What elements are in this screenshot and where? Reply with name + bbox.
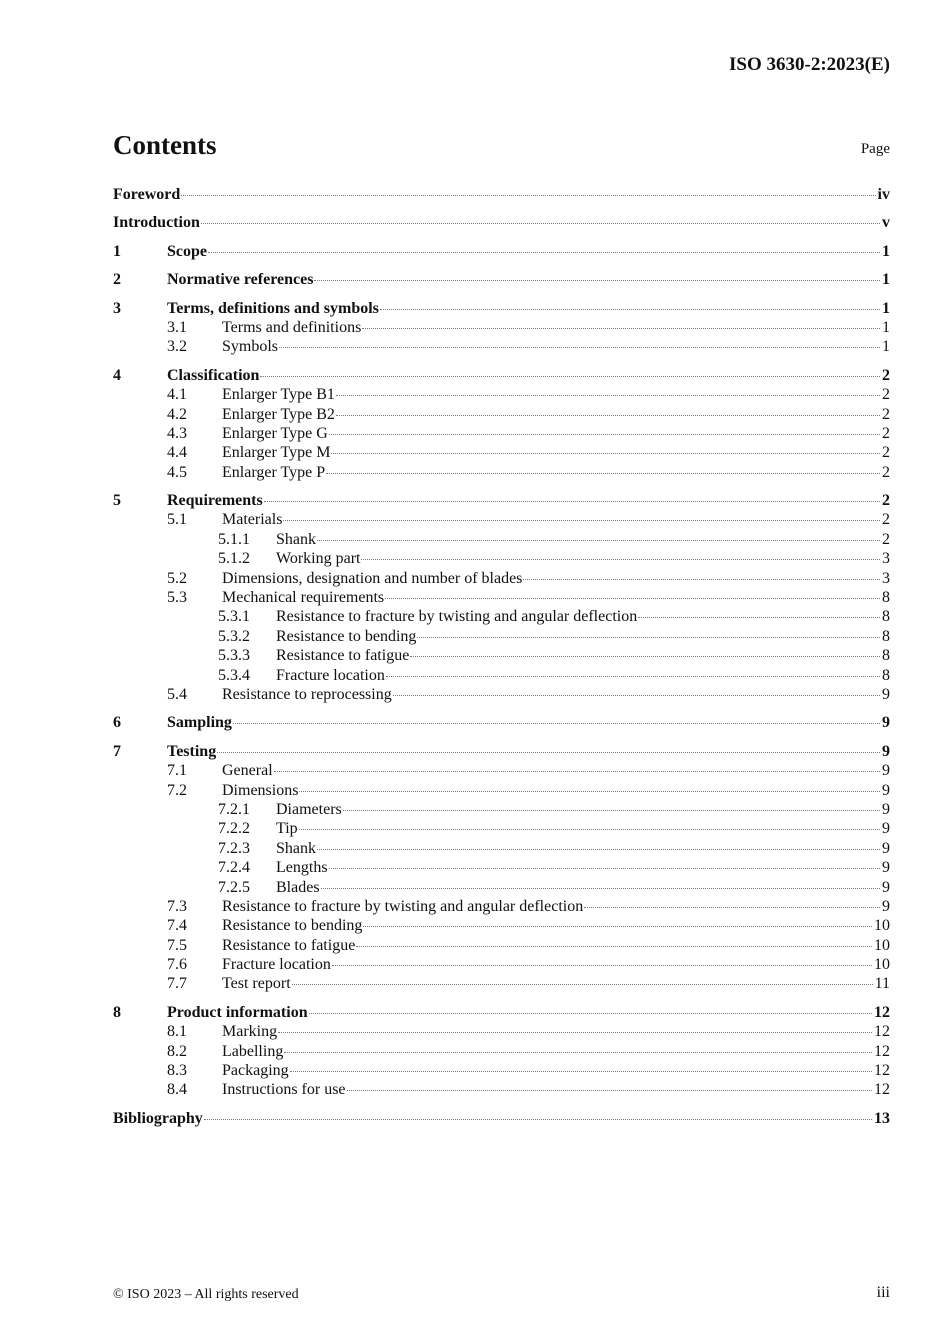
toc-entry-page: 9 [882, 685, 890, 703]
toc-entry-title: Terms and definitions [222, 318, 362, 336]
toc-entry-title: Enlarger Type P [222, 463, 326, 481]
toc-entry[interactable] [113, 819, 890, 838]
toc-entry-page: 2 [882, 492, 890, 510]
dot-leader [264, 501, 880, 502]
toc-entry-title: General [222, 762, 273, 780]
toc-entry-title: Materials [222, 511, 283, 529]
toc-entry-number: 4.4 [167, 444, 187, 462]
toc-entry[interactable] [113, 974, 890, 993]
toc-entry-page: 1 [882, 318, 890, 336]
toc-entry-number: 4.5 [167, 463, 187, 481]
toc-entry-number: 5.3.1 [218, 608, 250, 626]
toc-entry[interactable] [113, 463, 890, 482]
toc-entry-title: Resistance to bending [276, 627, 417, 645]
toc-entry-page: 12 [874, 1081, 890, 1099]
toc-entry-title: Symbols [222, 338, 279, 356]
toc-entry-number: 3.2 [167, 338, 187, 356]
dot-leader [317, 849, 880, 850]
dot-leader [393, 695, 880, 696]
toc-entry[interactable] [113, 878, 890, 897]
toc-entry-number: 5 [113, 492, 121, 510]
dot-leader [584, 907, 880, 908]
dot-leader [380, 309, 880, 310]
toc-entry-title: Resistance to bending [222, 917, 363, 935]
toc-entry-title: Classification [167, 366, 260, 384]
toc-entry-number: 4.1 [167, 386, 187, 404]
toc-entry-title: Terms, definitions and symbols [167, 299, 379, 317]
dot-leader [329, 434, 880, 435]
toc-entry-number: 5.4 [167, 685, 187, 703]
toc-entry-number: 8.3 [167, 1062, 187, 1080]
toc-entry-page: 10 [874, 956, 890, 974]
dot-leader [417, 637, 880, 638]
toc-entry-title: Enlarger Type B2 [222, 405, 335, 423]
toc-entry-title: Labelling [222, 1042, 284, 1060]
toc-entry-number: 8 [113, 1003, 121, 1021]
dot-leader [314, 280, 880, 281]
toc-entry[interactable] [113, 627, 890, 646]
toc-entry-page: 2 [882, 386, 890, 404]
toc-entry-number: 4.2 [167, 405, 187, 423]
toc-entry[interactable] [113, 1080, 890, 1099]
toc-entry-title: Product information [167, 1003, 308, 1021]
toc-entry-page: 9 [882, 878, 890, 896]
toc-entry-page: 9 [882, 781, 890, 799]
toc-entry-number: 3 [113, 299, 121, 317]
toc-entry-title: Normative references [167, 271, 314, 289]
dot-leader [385, 598, 880, 599]
dot-leader [523, 579, 880, 580]
toc-entry-page: 9 [882, 762, 890, 780]
toc-entry[interactable] [113, 713, 890, 732]
toc-entry-title: Dimensions, designation and number of blades [222, 569, 523, 587]
toc-entry[interactable] [113, 491, 890, 510]
toc-entry-page: 8 [882, 666, 890, 684]
toc-entry-page: 9 [882, 839, 890, 857]
page-number: iii [876, 1284, 890, 1301]
toc-entry-number: 7.2 [167, 781, 187, 799]
toc-entry-title: Instructions for use [222, 1081, 346, 1099]
toc-entry-page: 9 [882, 897, 890, 915]
toc-entry[interactable] [113, 1022, 890, 1041]
toc-entry-page: 10 [874, 917, 890, 935]
toc-entry[interactable] [113, 916, 890, 935]
dot-leader [201, 223, 880, 224]
toc-entry-page: 9 [882, 742, 890, 760]
toc-entry-title: Shank [276, 839, 316, 857]
toc-entry[interactable] [113, 510, 890, 529]
toc-entry-title: Dimensions [222, 781, 299, 799]
toc-entry-page: 13 [874, 1109, 890, 1127]
toc-entry[interactable] [113, 781, 890, 800]
toc-entry-number: 8.4 [167, 1081, 187, 1099]
toc-entry[interactable] [113, 742, 890, 761]
toc-entry[interactable] [113, 1042, 890, 1061]
toc-entry-page: 11 [874, 975, 890, 993]
toc-entry[interactable] [113, 405, 890, 424]
toc-entry-title: Requirements [167, 492, 263, 510]
dot-leader [299, 791, 880, 792]
dot-leader [283, 520, 880, 521]
toc-entry-page: 9 [882, 800, 890, 818]
toc-entry-number: 7.5 [167, 936, 187, 954]
toc-entry-page: 2 [882, 511, 890, 529]
toc-entry[interactable] [113, 588, 890, 607]
toc-entry-title: Resistance to reprocessing [222, 685, 392, 703]
toc-entry-number: 2 [113, 271, 121, 289]
toc-entry-number: 5.3.4 [218, 666, 250, 684]
dot-leader [336, 415, 880, 416]
dot-leader [208, 252, 880, 253]
dot-leader [284, 1052, 872, 1053]
dot-leader [638, 617, 880, 618]
toc-entry[interactable] [113, 646, 890, 665]
toc-entry[interactable] [113, 213, 890, 232]
toc-entry-page: 8 [882, 647, 890, 665]
dot-leader [363, 926, 872, 927]
dot-leader [309, 1013, 872, 1014]
dot-leader [290, 1071, 872, 1072]
toc-entry[interactable] [113, 685, 890, 704]
dot-leader [278, 1032, 872, 1033]
toc-entry-title: Marking [222, 1023, 278, 1041]
toc-entry[interactable] [113, 337, 890, 356]
toc-entry[interactable] [113, 761, 890, 780]
dot-leader [233, 723, 880, 724]
dot-leader [332, 965, 872, 966]
toc-entry-page: 9 [882, 859, 890, 877]
toc-entry-number: 5.1.1 [218, 530, 250, 548]
toc-entry[interactable] [113, 607, 890, 626]
toc-entry-number: 7.7 [167, 975, 187, 993]
toc-entry-page: v [882, 214, 890, 232]
dot-leader [204, 1119, 872, 1120]
toc-entry-number: 7.2.1 [218, 800, 250, 818]
toc-entry-title: Resistance to fatigue [276, 647, 410, 665]
toc-entry-title: Tip [276, 820, 298, 838]
toc-entry-title: Sampling [167, 714, 232, 732]
toc-entry-number: 8.1 [167, 1023, 187, 1041]
toc-entry-title: Enlarger Type G [222, 424, 328, 442]
toc-entry-title: Testing [167, 742, 217, 760]
dot-leader [299, 829, 880, 830]
toc-entry-title: Resistance to fracture by twisting and angular deflection [276, 608, 638, 626]
dot-leader [317, 540, 880, 541]
toc-entry[interactable] [113, 1061, 890, 1080]
toc-entry-page: 8 [882, 608, 890, 626]
toc-entry-number: 7.2.2 [218, 820, 250, 838]
toc-entry-page: 1 [882, 299, 890, 317]
table-of-contents [113, 185, 890, 1128]
toc-entry-number: 5.2 [167, 569, 187, 587]
toc-entry-page: 1 [882, 271, 890, 289]
toc-entry-title: Scope [167, 242, 207, 260]
dot-leader [329, 868, 880, 869]
toc-entry-page: 1 [882, 338, 890, 356]
toc-entry[interactable] [113, 299, 890, 318]
toc-entry[interactable] [113, 666, 890, 685]
toc-entry-number: 4.3 [167, 424, 187, 442]
toc-entry-title: Enlarger Type M [222, 444, 331, 462]
dot-leader [260, 376, 880, 377]
toc-entry-number: 7.2.4 [218, 859, 250, 877]
toc-entry-page: 3 [882, 550, 890, 568]
dot-leader [356, 946, 872, 947]
toc-entry-page: 8 [882, 627, 890, 645]
toc-entry-number: 5.1.2 [218, 550, 250, 568]
toc-entry[interactable] [113, 858, 890, 877]
toc-entry[interactable] [113, 800, 890, 819]
toc-entry-number: 7 [113, 742, 121, 760]
toc-entry[interactable] [113, 839, 890, 858]
dot-leader [181, 195, 875, 196]
dot-leader [362, 328, 880, 329]
toc-entry-number: 4 [113, 366, 121, 384]
toc-entry-page: 2 [882, 424, 890, 442]
toc-entry-number: 7.2.3 [218, 839, 250, 857]
toc-entry-number: 7.1 [167, 762, 187, 780]
toc-entry-title: Diameters [276, 800, 342, 818]
toc-entry-title: Enlarger Type B1 [222, 386, 335, 404]
toc-entry-title: Working part [276, 550, 361, 568]
toc-entry[interactable] [113, 366, 890, 385]
toc-entry-number: 5.3 [167, 589, 187, 607]
toc-entry-number: 7.4 [167, 917, 187, 935]
dot-leader [331, 453, 880, 454]
toc-entry-title: Packaging [222, 1062, 289, 1080]
toc-entry-page: 2 [882, 366, 890, 384]
page-title: Contents [113, 130, 217, 160]
dot-leader [410, 656, 880, 657]
toc-entry[interactable] [113, 318, 890, 337]
toc-entry-title: Introduction [113, 214, 200, 232]
page-column-label: Page [860, 141, 890, 157]
toc-entry-page: 12 [874, 1023, 890, 1041]
toc-entry[interactable] [113, 897, 890, 916]
toc-entry-page: 12 [874, 1042, 890, 1060]
dot-leader [279, 347, 880, 348]
toc-entry-number: 8.2 [167, 1042, 187, 1060]
toc-entry-number: 7.6 [167, 956, 187, 974]
toc-entry-page: 9 [882, 714, 890, 732]
toc-entry[interactable] [113, 270, 890, 289]
dot-leader [386, 676, 880, 677]
dot-leader [336, 395, 880, 396]
toc-entry-title: Resistance to fatigue [222, 936, 356, 954]
toc-entry-page: 2 [882, 530, 890, 548]
dot-leader [343, 810, 880, 811]
toc-entry[interactable] [113, 242, 890, 261]
dot-leader [217, 752, 880, 753]
toc-entry-page: 8 [882, 589, 890, 607]
toc-entry[interactable] [113, 1109, 890, 1128]
toc-entry-number: 1 [113, 242, 121, 260]
toc-entry[interactable] [113, 955, 890, 974]
dot-leader [292, 984, 873, 985]
toc-entry-page: 2 [882, 463, 890, 481]
document-id-header: ISO 3630-2:2023(E) [729, 54, 890, 75]
toc-entry-number: 5.3.2 [218, 627, 250, 645]
toc-entry-title: Test report [222, 975, 291, 993]
toc-entry-number: 5.1 [167, 511, 187, 529]
toc-entry-title: Mechanical requirements [222, 589, 385, 607]
toc-entry-page: 2 [882, 405, 890, 423]
toc-entry-title: Shank [276, 530, 316, 548]
toc-entry-title: Foreword [113, 186, 181, 203]
dot-leader [361, 559, 880, 560]
toc-entry-title: Blades [276, 878, 320, 896]
toc-entry-page: 1 [882, 242, 890, 260]
dot-leader [326, 473, 880, 474]
toc-entry-page: 10 [874, 936, 890, 954]
toc-entry-number: 3.1 [167, 318, 187, 336]
toc-entry[interactable] [113, 443, 890, 462]
toc-entry[interactable] [113, 185, 890, 204]
toc-entry-title: Resistance to fracture by twisting and angular deflection [222, 897, 584, 915]
toc-entry[interactable] [113, 936, 890, 955]
toc-entry[interactable] [113, 549, 890, 568]
toc-entry-page: 12 [874, 1003, 890, 1021]
toc-entry-title: Bibliography [113, 1109, 203, 1127]
dot-leader [321, 888, 880, 889]
toc-entry-title: Lengths [276, 859, 328, 877]
toc-entry-page: iv [877, 186, 890, 203]
toc-entry-number: 6 [113, 714, 121, 732]
toc-entry-page: 12 [874, 1062, 890, 1080]
toc-entry-page: 9 [882, 820, 890, 838]
toc-entry[interactable] [113, 424, 890, 443]
dot-leader [274, 771, 880, 772]
toc-entry-number: 5.3.3 [218, 647, 250, 665]
toc-entry[interactable] [113, 1003, 890, 1022]
toc-entry-page: 2 [882, 444, 890, 462]
toc-entry-page: 3 [882, 569, 890, 587]
dot-leader [347, 1090, 872, 1091]
toc-entry[interactable] [113, 569, 890, 588]
toc-entry-title: Fracture location [276, 666, 385, 684]
toc-entry-number: 7.3 [167, 897, 187, 915]
toc-entry-title: Fracture location [222, 956, 331, 974]
toc-entry-number: 7.2.5 [218, 878, 250, 896]
copyright-footer: © ISO 2023 – All rights reserved [113, 1287, 299, 1302]
toc-entry[interactable] [113, 385, 890, 404]
toc-entry[interactable] [113, 530, 890, 549]
